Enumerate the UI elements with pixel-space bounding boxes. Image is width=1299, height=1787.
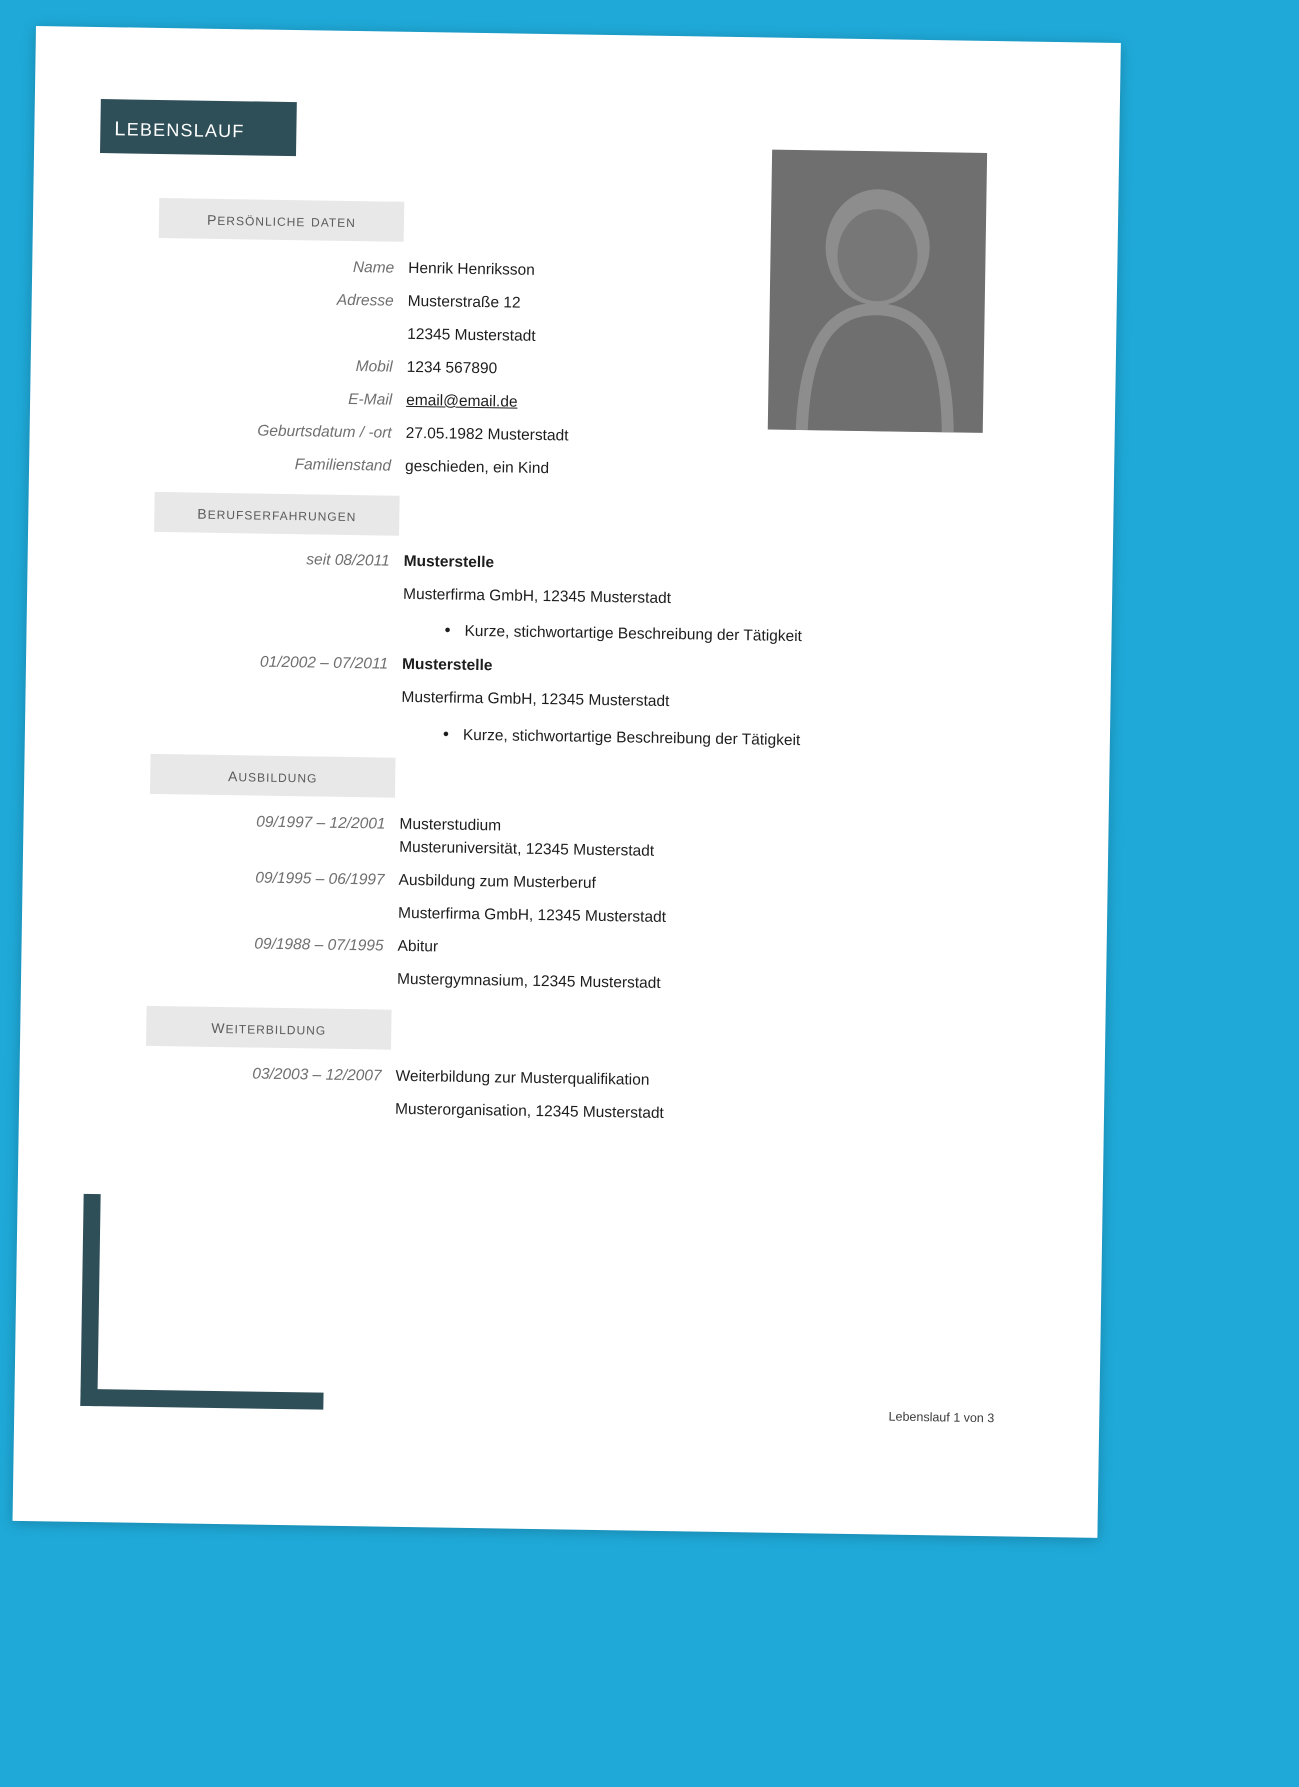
further-education-entry-institution — [145, 1095, 965, 1130]
entry-period: 09/1995 – 06/1997 — [255, 869, 385, 889]
education-entry-2-institution — [148, 899, 968, 934]
page-content — [13, 26, 1121, 1538]
section-heading-personal — [159, 198, 405, 242]
education-entry-3-title — [147, 932, 967, 967]
field-label: Adresse — [336, 291, 394, 310]
entry-period-empty — [151, 683, 401, 709]
entry-bullet-text: • Kurze, stichwortartige Beschreibung der Tätigkeit — [401, 724, 971, 755]
person-placeholder-icon — [768, 150, 987, 433]
field-value: Henrik Henriksson — [408, 259, 535, 279]
entry-period: 09/1988 – 07/1995 — [254, 935, 384, 955]
entry-title: Abitur — [397, 937, 439, 956]
entry-subtitle: Musterorganisation, 12345 Musterstadt — [394, 1100, 664, 1122]
entry-period-empty — [151, 720, 401, 746]
field-value: 1234 567890 — [406, 358, 498, 378]
resume-page — [13, 26, 1121, 1538]
l-shape-vertical-bar — [80, 1194, 100, 1406]
entry-title: Musterstudium — [399, 815, 502, 835]
section-heading-personal-text: persönliche daten — [206, 207, 357, 231]
section-heading-education — [150, 754, 396, 798]
entry-period-empty — [148, 899, 398, 925]
field-value: geschieden, ein Kind — [404, 457, 550, 478]
education-entry-3-institution — [147, 965, 967, 1000]
entry-title: Musterstelle — [403, 552, 495, 572]
profile-photo — [768, 150, 987, 433]
entry-period: 01/2002 – 07/2011 — [259, 653, 389, 673]
experience-entry-employer-2 — [151, 683, 971, 718]
field-value: 12345 Musterstadt — [407, 325, 536, 345]
entry-period: seit 08/2011 — [306, 551, 390, 570]
section-heading-further-education — [146, 1006, 392, 1050]
entry-period-empty — [149, 833, 399, 859]
education-entry-2-title — [148, 866, 968, 901]
entry-period-empty — [145, 1095, 395, 1121]
entry-subtitle: Musterfirma GmbH, 12345 Musterstadt — [397, 904, 667, 927]
experience-entry-role-2 — [152, 650, 972, 685]
field-label: Mobil — [355, 358, 393, 376]
section-heading-further-education-text: weiterbildung — [211, 1015, 327, 1039]
further-education-entry-title — [145, 1062, 965, 1097]
entry-period-empty — [147, 965, 397, 991]
section-heading-experience-text: berufserfahrungen — [197, 501, 357, 525]
experience-entry-bullet — [152, 616, 972, 651]
entry-period-empty — [152, 616, 402, 642]
section-heading-experience — [154, 492, 400, 536]
field-label: Name — [352, 259, 395, 277]
email-link[interactable]: email@email.de — [406, 391, 518, 411]
experience-entry-employer — [153, 580, 973, 615]
personal-row-marital — [155, 452, 975, 487]
entry-subtitle: Musteruniversität, 12345 Musterstadt — [399, 838, 655, 860]
entry-period-empty — [153, 580, 403, 606]
page-footer: Lebenslauf 1 von 3 — [888, 1409, 995, 1426]
entry-title: Weiterbildung zur Musterqualifikation — [395, 1067, 650, 1089]
entry-bullet-text: • Kurze, stichwortartige Beschreibung der Tätigkeit — [402, 620, 972, 651]
field-label: Familienstand — [294, 456, 392, 475]
page-title-text: lebenslauf — [114, 109, 245, 143]
experience-entry-role — [153, 547, 973, 582]
l-shape-horizontal-bar — [80, 1389, 323, 1410]
section-heading-education-text: ausbildung — [227, 763, 318, 787]
field-value: Musterstraße 12 — [407, 292, 521, 312]
field-label: Geburtsdatum / -ort — [257, 422, 392, 442]
entry-period: 09/1997 – 12/2001 — [256, 813, 386, 833]
entry-subtitle: Musterfirma GmbH, 12345 Musterstadt — [402, 585, 672, 608]
field-value: 27.05.1982 Musterstadt — [405, 424, 569, 445]
entry-title: Ausbildung zum Musterberuf — [398, 871, 597, 892]
field-label — [157, 320, 407, 346]
entry-title: Musterstelle — [401, 655, 493, 675]
entry-period: 03/2003 – 12/2007 — [252, 1065, 382, 1085]
page-title — [100, 99, 297, 156]
experience-entry-bullet-2 — [151, 720, 971, 755]
entry-subtitle: Musterfirma GmbH, 12345 Musterstadt — [401, 688, 670, 711]
field-label: E-Mail — [348, 390, 393, 409]
entry-subtitle: Mustergymnasium, 12345 Musterstadt — [396, 970, 661, 992]
